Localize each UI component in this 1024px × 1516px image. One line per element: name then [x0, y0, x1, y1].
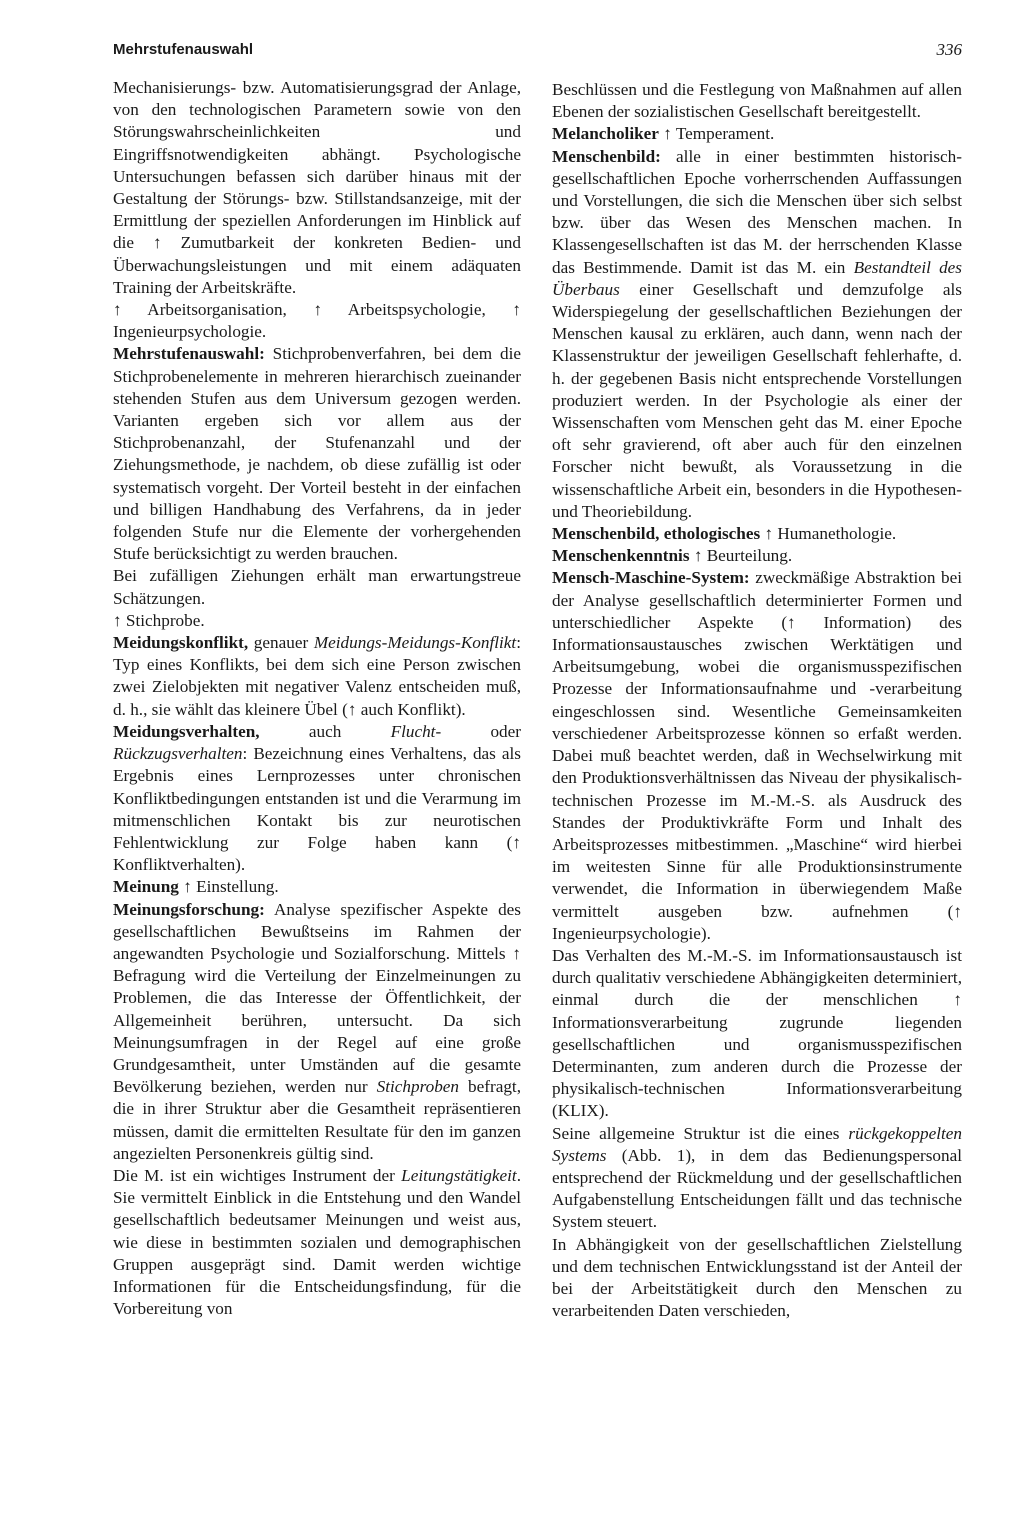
- entry-text: ↑ Humanethologie.: [760, 524, 897, 544]
- entry-menschenbild: [552, 146, 962, 523]
- entry-text: : Bezeichnung eines Verhaltens, das als Ergebnis eines Lernprozesses unter chronischen Konfliktbedingungen entstanden ist und die Verarmung im mitmenschlichen Kontakt bis zur neurotischen Fehlentwicklung zur Folge haben kann (↑ Konfliktverhalten).: [113, 744, 521, 875]
- cross-reference: ↑ Stichprobe.: [113, 610, 205, 630]
- entry-text: genauer: [248, 633, 314, 653]
- entry-meidungskonflikt: [113, 632, 521, 721]
- entry-text: auch: [259, 721, 391, 741]
- entry-synonym: Meidungs-Meidungs-Konflikt: [313, 633, 517, 653]
- entry-synonym: Rückzugsverhalten: [113, 744, 243, 764]
- entry-paragraph: [552, 1123, 962, 1234]
- paragraph-continuation: Mechanisierungs- bzw. Automatisierungsgrad der Anlage, von den technologischen Parametern sowie von den Störungswahrscheinlichkeiten und Eingriffsnotwendigkeiten abhängt. Psychologische Untersuchungen befassen sich darüber hinaus mit der Gestaltung der Störungs- bzw. Stillstandsanzeige, mit der Ermittlung der speziellen Anforderungen im Hinblick auf die ↑ Zumutbarkeit der konkreten Bedien- und Überwachungsleistungen und mit einem adäquaten Training der Arbeitskräfte.: [113, 78, 521, 297]
- entry-melancholiker: [552, 123, 962, 145]
- entry-emphasis: Stichproben: [376, 1077, 460, 1097]
- entry-mensch-maschine-system: [552, 567, 962, 944]
- entry-text: : Typ eines Konflikts, bei dem sich eine Person zwischen zwei Zielobjekten mit negativer Valenz entscheiden muß, d. h., sie wählt das kleinere Übel (↑ auch Konflikt).: [113, 633, 521, 719]
- entry-text: (Abb. 1), in dem das Bedienungspersonal entsprechend der Rückmeldung und der gesellschaftlichen Aufgabenstellung Entscheidungen fällt und das technische System steuert.: [552, 1145, 962, 1232]
- entry-text: zweckmäßige Abstraktion bei der Analyse gesellschaftlich determinierter Formen und unterschiedlicher Aspekte (↑ Information) des Informationsaustausches zwischen Werktätigen und Arbeitsumgebung, wobei die organismusspezifischen Prozesse der Informationsaufnahme und -verarbeitung eingeschlossen sind. Wesentliche Gemeinsamkeiten verschiedener Arbeitsprozesse können so erfaßt werden. Dabei muß beachtet werden, daß in Wechselwirkung mit den Produktionsverhältnissen das Niveau der physikalisch-technischen Prozesse im M.-M.-S. als Ausdruck des Standes der Produktivkräfte Form und Inhalt des Arbeitsprozesses mitbestimmen. „Maschine“ wird hierbei im weitesten Sinne für alle Produktionsinstrumente verwendet, die Information in überwiegendem Maße vermittelt ausgeben bzw. aufnehmen (↑ Ingenieurpsychologie).: [552, 568, 962, 943]
- left-column: [113, 77, 521, 1320]
- cross-references: ↑ Arbeitsorganisation, ↑ Arbeitspsychologie, ↑ Ingenieurpsychologie.: [113, 300, 521, 342]
- entry-paragraph: Das Verhalten des M.-M.-S. im Informationsaustausch ist durch qualitativ verschiedene Abhängigkeiten determiniert, einmal durch die der menschlichen ↑ Informationsverarbeitung zugrunde liegenden gesellschaftlichen und organismusspezifischen Determinanten, zum anderen durch die Prozesse der physikalisch-technischen Informationsverarbeitung (KLIX).: [552, 945, 962, 1121]
- entry-text: Seine allgemeine Struktur ist die eines: [552, 1123, 849, 1143]
- entry-text: Die M. ist ein wichtiges Instrument der: [113, 1165, 402, 1185]
- entry-emphasis: Bestandteil des Überbaus: [552, 257, 962, 299]
- entry-text: einer Gesellschaft und demzufolge als Widerspiegelung der gesellschaftlichen Beziehungen der Menschen kausal zu erklären, auch dann, wenn nach der Klassenstruktur der jeweiligen Gesellschaft fehlerhafte, d. h. der gegebenen Basis nicht entsprechende Vorstellungen produziert werden. In der Psychologie als einer der Wissenschaften vom Menschen geht das M. einer Epoche oft sehr gravierend, oft aber auch für den einzelnen Forscher nicht bewußt, als Voraussetzung in die wissenschaftliche Arbeit ein, besonders in die Hypothesen- und Theoriebildung.: [552, 279, 962, 521]
- entry-emphasis: Leitungstätigkeit: [401, 1165, 517, 1185]
- entry-emphasis: rückgekoppelten Systems: [552, 1123, 962, 1165]
- entry-text: Analyse spezifischer Aspekte des gesellschaftlichen Bewußtseins im Rahmen der angewandten Psychologie und Sozialforschung. Mittels ↑ Befragung wird die Verteilung der Einzelmeinungen zu Problemen, die das Interesse der Öffentlichkeit, der Allgemeinheit berühren, untersucht. Da sich Meinungsumfragen in der Regel auf eine große Grundgesamtheit, unter Umständen auf die gesamte Bevölkerung beziehen, werden nur: [113, 899, 521, 1097]
- entry-mehrstufenauswahl: [113, 343, 521, 565]
- page-number: 336: [936, 40, 962, 59]
- entry-text: ↑ Einstellung.: [178, 877, 279, 897]
- entry-term: Meinung: [113, 877, 179, 897]
- running-head: Mehrstufenauswahl: [113, 41, 254, 58]
- entry-text: ↑ Beurteilung.: [689, 546, 793, 566]
- paragraph-continuation: Beschlüssen und die Festlegung von Maßnahmen auf allen Ebenen der sozialistischen Gesellschaft bereitgestellt.: [552, 80, 962, 122]
- entry-text: befragt, die in ihrer Struktur aber die Gesamtheit repräsentieren müssen, damit die ermittelten Resultate für den im ganzen angezielten Personenkreis gültig sind.: [113, 1077, 521, 1163]
- entry-term: Menschenkenntnis: [552, 546, 690, 566]
- entry-term: Mensch-Maschine-System:: [552, 568, 750, 588]
- entry-synonym: Flucht-: [390, 721, 442, 741]
- entry-term: Menschenbild:: [552, 146, 661, 166]
- entry-term: Meidungskonflikt,: [113, 633, 249, 653]
- entry-text: . Sie vermittelt Einblick in die Entstehung und den Wandel gesellschaftlich bedeutsamer Meinungen und weist aus, wie diese in bestimmten sozialen und demographischen Gruppen ausgeprägt sind. Damit werden wichtige Informationen für die Entscheidungsfindung, für die Vorbereitung von: [113, 1165, 521, 1319]
- entry-term: Mehrstufenauswahl:: [113, 344, 265, 364]
- entry-text: oder: [441, 721, 521, 741]
- entry-term: Melancholiker: [552, 124, 659, 144]
- entry-term: Meidungsverhalten,: [113, 721, 260, 741]
- entry-paragraph: Bei zufälligen Ziehungen erhält man erwartungstreue Schätzungen.: [113, 566, 521, 608]
- entry-paragraph: [113, 1165, 521, 1320]
- entry-menschenkenntnis: [552, 545, 962, 567]
- entry-meidungsverhalten: [113, 721, 521, 876]
- entry-meinungsforschung: [113, 899, 521, 1165]
- entry-menschenbild-ethologisches: [552, 523, 962, 545]
- entry-meinung: [113, 876, 521, 898]
- entry-term: Meinungsforschung:: [113, 899, 265, 919]
- entry-text: Stichprobenverfahren, bei dem die Stichprobenelemente in mehreren hierarchisch zueinander stehenden Stufen aus dem Universum gezogen werden. Varianten ergeben sich vor allem aus der Stichprobenanzahl, der Stufenanzahl und der Ziehungsmethode, je nachdem, ob diese zufällig ist oder systematisch vorgeht. Der Vorteil besteht in der einfachen und billigen Handhabung des Verfahrens, da in jeder folgenden Stufe nur die Elemente der vorhergehenden Stufe berücksichtigt zu werden brauchen.: [113, 344, 521, 564]
- entry-term: Menschenbild, ethologisches: [552, 524, 761, 544]
- right-column: [552, 79, 962, 1322]
- entry-paragraph: In Abhängigkeit von der gesellschaftlichen Zielstellung und dem technischen Entwicklungsstand ist der Anteil der bei der Arbeitstätigkeit durch den Menschen zu verarbeitenden Daten verschieden,: [552, 1234, 962, 1321]
- entry-text: ↑ Temperament.: [658, 124, 775, 144]
- entry-text: alle in einer bestimmten historisch-gesellschaftlichen Epoche vorherrschenden Auffassungen und Vorstellungen, die sich die Menschen über sich selbst bzw. über das Wesen des Menschen machen. In Klassengesellschaften ist das M. der herrschenden Klasse das Bestimmende. Damit ist das M. ein: [552, 146, 962, 277]
